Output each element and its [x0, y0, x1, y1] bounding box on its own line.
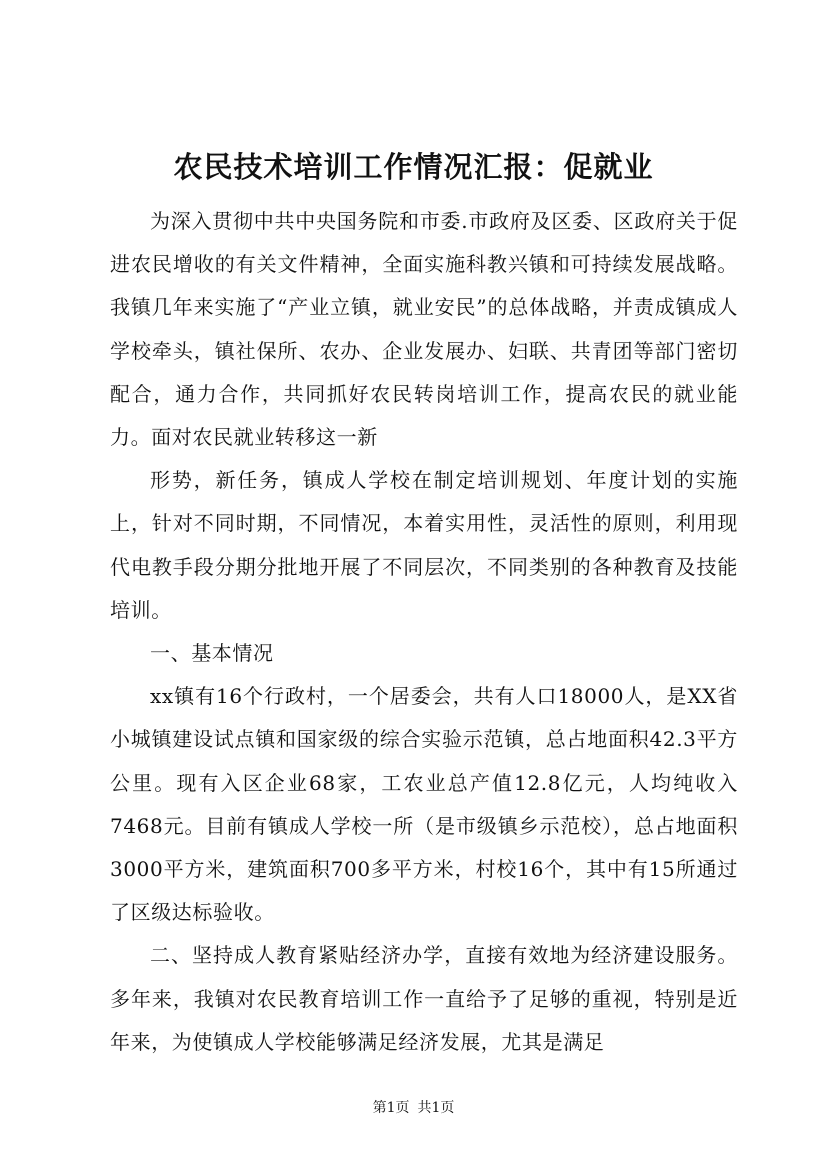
paragraph-intro: 为深入贯彻中共中央国务院和市委.市政府及区委、区政府关于促进农民增收的有关文件精神，全面实施科教兴镇和可持续发展战略。我镇几年来实施了“产业立镇，就业安民”的总体战略，并责成镇成人学校牵头，镇社保所、农办、企业发展办、妇联、共青团等部门密切配合，通力合作，共同抓好农民转岗培训工作，提高农民的就业能力。面对农民就业转移这一新	[110, 209, 738, 450]
paragraph-section-two: 二、坚持成人教育紧贴经济办学，直接有效地为经济建设服务。多年来，我镇对农民教育培训工作一直给予了足够的重视，特别是近年来，为使镇成人学校能够满足经济发展，尤其是满足	[110, 943, 738, 1054]
section-heading-basic: 一、基本情况	[150, 641, 274, 666]
document-body	[110, 200, 738, 1064]
document-title: 农民技术培训工作情况汇报：促就业	[173, 150, 654, 184]
page-number: 第1页	[372, 1100, 410, 1116]
paragraph-basic-info: xx镇有16个行政村，一个居委会，共有人口18000人，是XX省小城镇建设试点镇和国家级的综合实验示范镇，总占地面积42.3平方公里。现有入区企业68家，工农业总产值12.8亿元，人均纯收入7468元。目前有镇成人学校一所（是市级镇乡示范校），总占地面积3000平方米，建筑面积700多平方米，村校16个，其中有15所通过了区级达标验收。	[110, 684, 738, 925]
page-footer	[0, 1098, 827, 1118]
paragraph-situation: 形势，新任务，镇成人学校在制定培训规划、年度计划的实施上，针对不同时期，不同情况，本着实用性，灵活性的原则，利用现代电教手段分期分批地开展了不同层次，不同类别的各种教育及技能培训。	[110, 468, 738, 622]
page-total: 共1页	[417, 1100, 455, 1116]
